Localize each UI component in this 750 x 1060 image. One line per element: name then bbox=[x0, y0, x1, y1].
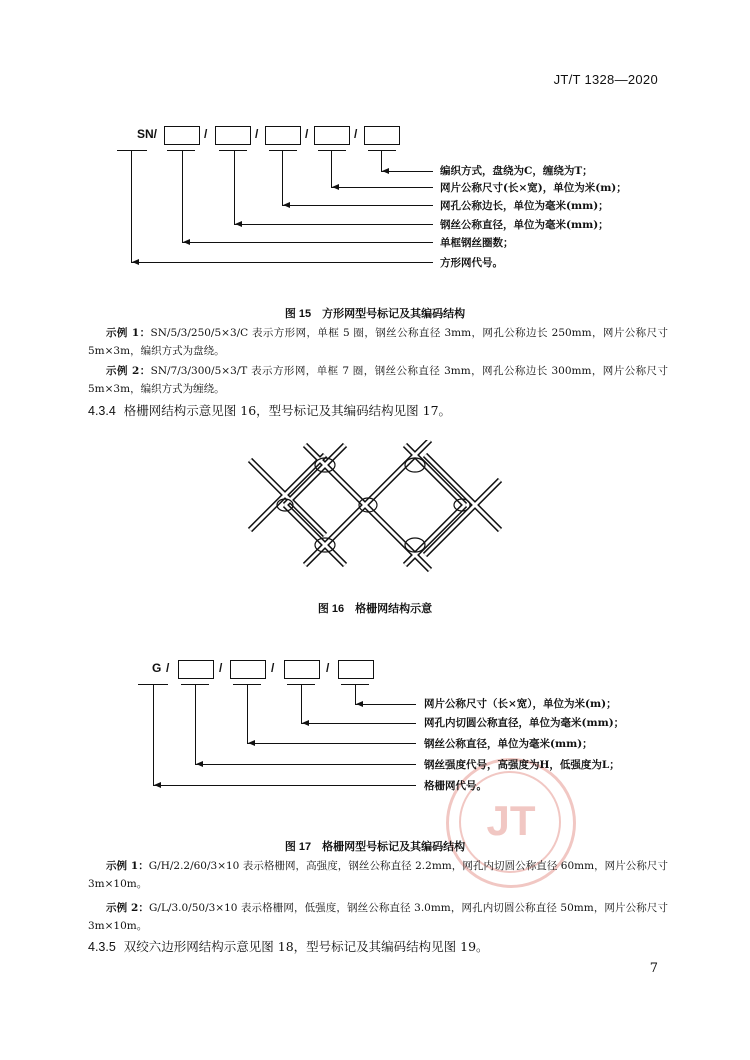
fig17-label-strength: 钢丝强度代号，高强度为H，低强度为L； bbox=[424, 759, 620, 771]
section-4-3-5 bbox=[88, 937, 489, 955]
fig15-label-mesh-side: 网孔公称边长，单位为毫米(mm)； bbox=[440, 200, 609, 212]
fig15-label-wire-diameter: 钢丝公称直径，单位为毫米(mm)； bbox=[440, 219, 609, 231]
fig17-box-2 bbox=[230, 660, 266, 679]
example-text: G/L/3.0/50/3×10 表示格栅网，低强度，钢丝公称直径 3.0mm，网孔内切圆公称直径 50mm，网片公称尺寸 3m×10m。 bbox=[88, 902, 668, 932]
fig17-label-code: 格栅网代号。 bbox=[424, 780, 487, 792]
fig17-label-panel-size: 网片公称尺寸（长×宽），单位为米(m)； bbox=[424, 698, 617, 710]
fig15-slash: / bbox=[354, 127, 358, 141]
fig17-label-wire-diameter: 钢丝公称直径，单位为毫米(mm)； bbox=[424, 738, 593, 750]
fig17-slash: / bbox=[326, 661, 330, 675]
section-number: 4.3.5 bbox=[88, 940, 116, 954]
section-text: 双绞六边形网结构示意见图 18，型号标记及其编码结构见图 19。 bbox=[123, 939, 489, 954]
example17-2 bbox=[88, 899, 668, 935]
example-label: 示例 1： bbox=[106, 327, 151, 339]
fig15-label-frame-turns: 单框钢丝圈数； bbox=[440, 237, 514, 249]
fig17-box-4 bbox=[338, 660, 374, 679]
fig15-label-weave: 编织方式，盘绕为C，缠绕为T； bbox=[440, 165, 593, 177]
fig17-label-inscribed-circle: 网孔内切圆公称直径，单位为毫米(mm)； bbox=[424, 717, 625, 729]
page-number: 7 bbox=[649, 961, 658, 976]
example-label: 示例 2： bbox=[106, 902, 150, 914]
fig15-label-code: 方形网代号。 bbox=[440, 257, 503, 269]
fig17-box-1 bbox=[178, 660, 214, 679]
fig15-slash: / bbox=[255, 127, 259, 141]
watermark-text: JT bbox=[486, 797, 536, 844]
example15-1 bbox=[88, 324, 668, 360]
section-4-3-4 bbox=[88, 401, 451, 419]
fig17-slash: / bbox=[166, 661, 170, 675]
fig15-label-panel-size: 网片公称尺寸(长×宽)，单位为米(m)； bbox=[440, 182, 627, 194]
fig15-box-5 bbox=[364, 126, 400, 145]
fig15-box-2 bbox=[215, 126, 251, 145]
example15-2 bbox=[88, 362, 668, 398]
figure16-caption: 图 16 格栅网结构示意 bbox=[317, 603, 433, 615]
fig17-slash: / bbox=[271, 661, 275, 675]
fig15-prefix: SN/ bbox=[137, 127, 158, 141]
fig17-box-3 bbox=[284, 660, 320, 679]
fig15-box-3 bbox=[265, 126, 301, 145]
fig17-prefix: G bbox=[152, 661, 162, 675]
example-label: 示例 1： bbox=[106, 860, 149, 872]
example17-1 bbox=[88, 857, 668, 893]
example-text: SN/5/3/250/5×3/C 表示方形网，单框 5 圈，钢丝公称直径 3mm，网孔公称边长 250mm，网片公称尺寸 5m×3m，编织方式为盘绕。 bbox=[88, 327, 668, 357]
figure17-caption: 图 17 格栅网型号标记及其编码结构 bbox=[284, 841, 466, 853]
fig15-slash: / bbox=[305, 127, 309, 141]
standard-code: JT/T 1328—2020 bbox=[553, 72, 658, 87]
figure15-caption: 图 15 方形网型号标记及其编码结构 bbox=[284, 308, 466, 320]
section-text: 格栅网结构示意见图 16，型号标记及其编码结构见图 17。 bbox=[123, 403, 452, 418]
fig15-box-4 bbox=[314, 126, 350, 145]
fig15-box-1 bbox=[164, 126, 200, 145]
example-label: 示例 2： bbox=[106, 365, 151, 377]
example-text: SN/7/3/300/5×3/T 表示方形网，单框 7 圈，钢丝公称直径 3mm，网孔公称边长 300mm，网片公称尺寸 5m×3m，编织方式为缠绕。 bbox=[88, 365, 668, 395]
fig15-slash: / bbox=[204, 127, 208, 141]
example-text: G/H/2.2/60/3×10 表示格栅网，高强度，钢丝公称直径 2.2mm，网孔内切圆公称直径 60mm，网片公称尺寸 3m×10m。 bbox=[88, 860, 668, 890]
fig17-slash: / bbox=[219, 661, 223, 675]
grating-mesh-illustration bbox=[240, 440, 510, 580]
section-number: 4.3.4 bbox=[88, 404, 116, 418]
